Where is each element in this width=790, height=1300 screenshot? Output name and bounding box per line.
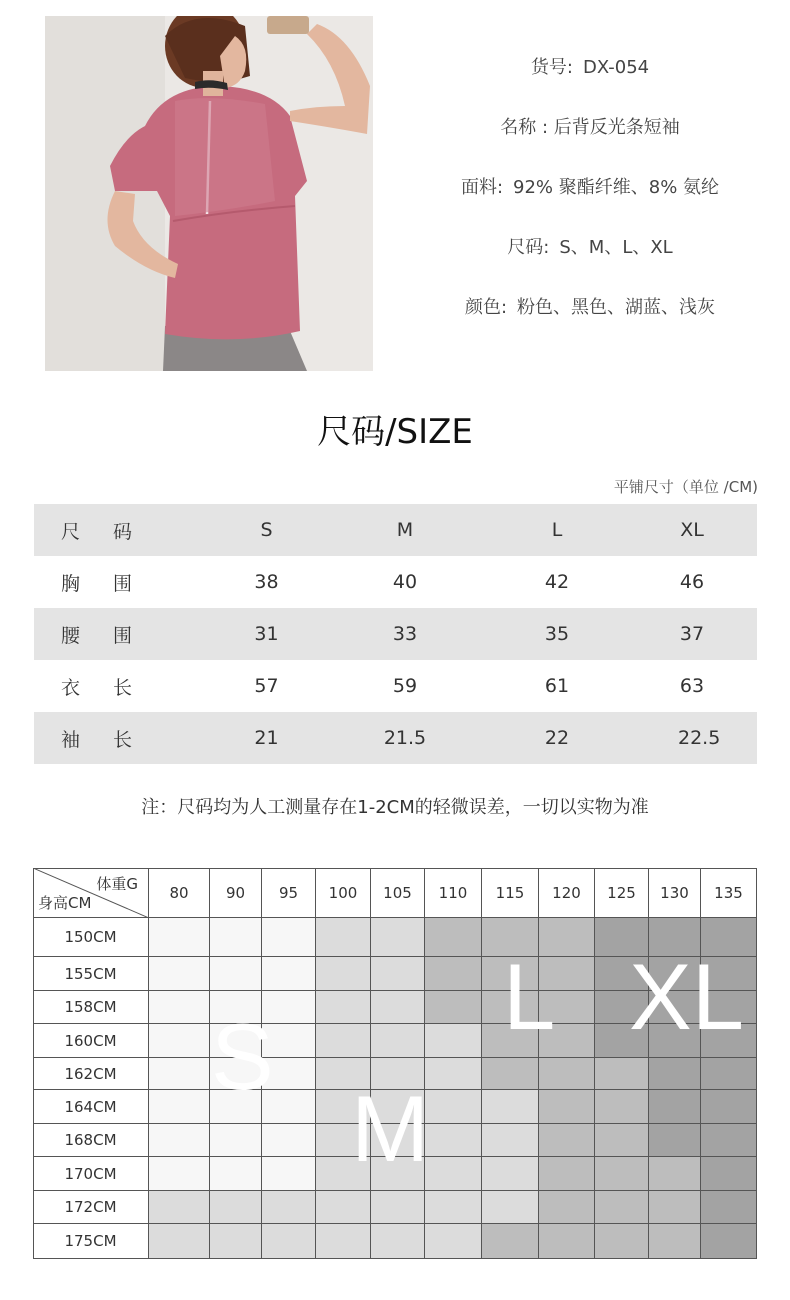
- table-cell: 33: [392, 623, 418, 645]
- fit-cell: [262, 1124, 316, 1157]
- table-cell: 37: [679, 623, 705, 645]
- zone-label-xl: XL: [629, 944, 744, 1049]
- fit-cell: [149, 1191, 210, 1224]
- fit-cell: [316, 1224, 371, 1259]
- fit-cell: [701, 1157, 757, 1191]
- table-cell: 40: [392, 571, 418, 593]
- fit-cell: [539, 1090, 595, 1124]
- fit-cell: [701, 1224, 757, 1259]
- weight-header: 90: [210, 868, 262, 918]
- size-header-xl: XL: [680, 519, 704, 541]
- fit-cell: [210, 918, 262, 957]
- unit-note: 平铺尺寸（单位 /CM): [613, 478, 758, 496]
- height-header: 164CM: [33, 1090, 149, 1124]
- fit-cell: [210, 1157, 262, 1191]
- fit-cell: [539, 1224, 595, 1259]
- fit-cell: [210, 1224, 262, 1259]
- fit-cell: [482, 1058, 539, 1090]
- height-header: 158CM: [33, 991, 149, 1024]
- table-row: [34, 712, 757, 764]
- sizes-row: [400, 228, 780, 288]
- height-header: 172CM: [33, 1191, 149, 1224]
- table-row: [34, 556, 757, 608]
- table-cell: 59: [392, 675, 418, 697]
- size-table-header: [34, 504, 757, 556]
- weight-header: 95: [262, 868, 316, 918]
- fit-cell: [371, 918, 425, 957]
- name-label: 名称 :: [500, 117, 549, 138]
- weight-header: 100: [316, 868, 371, 918]
- fit-cell: [149, 1058, 210, 1090]
- table-cell: 35: [544, 623, 570, 645]
- fit-cell: [210, 1124, 262, 1157]
- fit-cell: [649, 1090, 701, 1124]
- height-header: 155CM: [33, 957, 149, 991]
- fit-cell: [425, 918, 482, 957]
- fit-cell: [149, 1124, 210, 1157]
- fit-cell: [595, 1191, 649, 1224]
- colors-row: [400, 288, 780, 348]
- sku-label: 货号:: [530, 57, 573, 78]
- table-row: [34, 660, 757, 712]
- height-header: 160CM: [33, 1024, 149, 1058]
- fit-cell: [425, 957, 482, 991]
- height-header: 168CM: [33, 1124, 149, 1157]
- fit-cell: [649, 1157, 701, 1191]
- corner-weight-label: 体重G: [96, 875, 138, 893]
- fit-cell: [149, 991, 210, 1024]
- weight-header: 105: [371, 868, 425, 918]
- sizes-label: 尺码:: [507, 237, 550, 258]
- fit-cell: [210, 1191, 262, 1224]
- size-title: 尺码/SIZE: [317, 412, 473, 452]
- fit-cell: [371, 957, 425, 991]
- product-info: [400, 48, 780, 348]
- table-cell: 57: [254, 675, 279, 697]
- fit-cell: [539, 1157, 595, 1191]
- corner-height-label: 身高CM: [38, 894, 92, 912]
- height-header: 175CM: [33, 1224, 149, 1259]
- height-header: 170CM: [33, 1157, 149, 1191]
- sku-row: [400, 48, 780, 108]
- sizes-value: S、M、L、XL: [559, 237, 673, 258]
- fit-cell: [539, 1058, 595, 1090]
- fit-cell: [425, 1024, 482, 1058]
- fit-cell: [649, 1191, 701, 1224]
- row-label: 胸 围: [60, 572, 132, 595]
- weight-header: 135: [701, 868, 757, 918]
- table-cell: 22.5: [678, 727, 721, 749]
- fit-cell: [595, 1157, 649, 1191]
- name-row: [400, 108, 780, 168]
- fabric-row: [400, 168, 780, 228]
- row-label: 袖 长: [60, 728, 132, 751]
- weight-header: 110: [425, 868, 482, 918]
- fit-cell: [371, 1191, 425, 1224]
- fit-cell: [595, 1224, 649, 1259]
- fit-cell: [425, 991, 482, 1024]
- fit-cell: [649, 1058, 701, 1090]
- fit-cell: [701, 1124, 757, 1157]
- height-header: 162CM: [33, 1058, 149, 1090]
- fit-cell: [316, 1191, 371, 1224]
- fit-cell: [262, 1157, 316, 1191]
- fit-cell: [262, 1224, 316, 1259]
- size-header-l: L: [551, 519, 563, 541]
- zone-label-m: M: [351, 1076, 430, 1181]
- fit-cell: [425, 1224, 482, 1259]
- fit-cell: [149, 1090, 210, 1124]
- fit-cell: [701, 1191, 757, 1224]
- weight-header: 130: [649, 868, 701, 918]
- fabric-value: 92% 聚酯纤维、8% 氨纶: [513, 177, 720, 198]
- table-cell: 63: [679, 675, 705, 697]
- fit-cell: [262, 957, 316, 991]
- size-header-label: 尺 码: [60, 520, 132, 543]
- fit-grid: [33, 868, 757, 1259]
- fit-cell: [595, 1090, 649, 1124]
- table-cell: 21: [254, 727, 279, 749]
- fit-cell: [425, 1090, 482, 1124]
- table-cell: 61: [544, 675, 570, 697]
- grid-corner: [33, 868, 149, 918]
- table-cell: 31: [254, 623, 279, 645]
- fit-cell: [262, 918, 316, 957]
- fit-cell: [371, 991, 425, 1024]
- fit-cell: [649, 1224, 701, 1259]
- fit-cell: [425, 1157, 482, 1191]
- row-label: 衣 长: [60, 676, 132, 699]
- table-cell: 21.5: [383, 727, 427, 749]
- fabric-label: 面料:: [460, 177, 504, 198]
- weight-header: 125: [595, 868, 649, 918]
- sku-value: DX-054: [582, 57, 650, 78]
- table-cell: 38: [254, 571, 279, 593]
- fit-cell: [595, 1124, 649, 1157]
- fit-cell: [316, 991, 371, 1024]
- fit-cell: [149, 957, 210, 991]
- row-label: 腰 围: [60, 624, 132, 647]
- colors-value: 粉色、黑色、湖蓝、浅灰: [517, 297, 716, 318]
- weight-header: 80: [149, 868, 210, 918]
- table-cell: 42: [544, 571, 570, 593]
- zone-label-s: S: [211, 1004, 274, 1109]
- colors-label: 颜色:: [464, 297, 508, 318]
- fit-cell: [316, 918, 371, 957]
- fit-cell: [539, 1124, 595, 1157]
- fit-cell: [701, 1090, 757, 1124]
- fit-cell: [482, 1124, 539, 1157]
- size-table: [34, 504, 757, 764]
- size-header-m: M: [396, 519, 414, 541]
- fit-cell: [649, 1124, 701, 1157]
- fit-cell: [149, 918, 210, 957]
- fit-cell: [210, 957, 262, 991]
- fit-cell: [149, 1024, 210, 1058]
- table-row: [34, 608, 757, 660]
- fit-cell: [595, 1058, 649, 1090]
- zone-label-l: L: [503, 944, 556, 1049]
- fit-cell: [371, 1024, 425, 1058]
- fit-cell: [262, 1191, 316, 1224]
- height-header: 150CM: [33, 918, 149, 957]
- weight-header: 120: [539, 868, 595, 918]
- fit-cell: [149, 1157, 210, 1191]
- weight-header: 115: [482, 868, 539, 918]
- fit-cell: [425, 1124, 482, 1157]
- fit-cell: [701, 1058, 757, 1090]
- fit-cell: [149, 1224, 210, 1259]
- product-photo: [45, 16, 373, 371]
- name-value: 后背反光条短袖: [553, 117, 680, 138]
- size-header-s: S: [260, 519, 273, 541]
- table-cell: 22: [544, 727, 570, 749]
- fit-cell: [371, 1224, 425, 1259]
- fit-cell: [539, 1191, 595, 1224]
- measurement-note: 注：尺码均为人工测量存在1-2CM的轻微误差，一切以实物为准: [141, 797, 649, 818]
- fit-cell: [316, 1024, 371, 1058]
- fit-cell: [482, 1157, 539, 1191]
- fit-cell: [425, 1058, 482, 1090]
- table-cell: 46: [679, 571, 705, 593]
- fit-cell: [482, 1224, 539, 1259]
- fit-cell: [425, 1191, 482, 1224]
- fit-cell: [482, 1191, 539, 1224]
- fit-cell: [316, 957, 371, 991]
- fit-cell: [482, 1090, 539, 1124]
